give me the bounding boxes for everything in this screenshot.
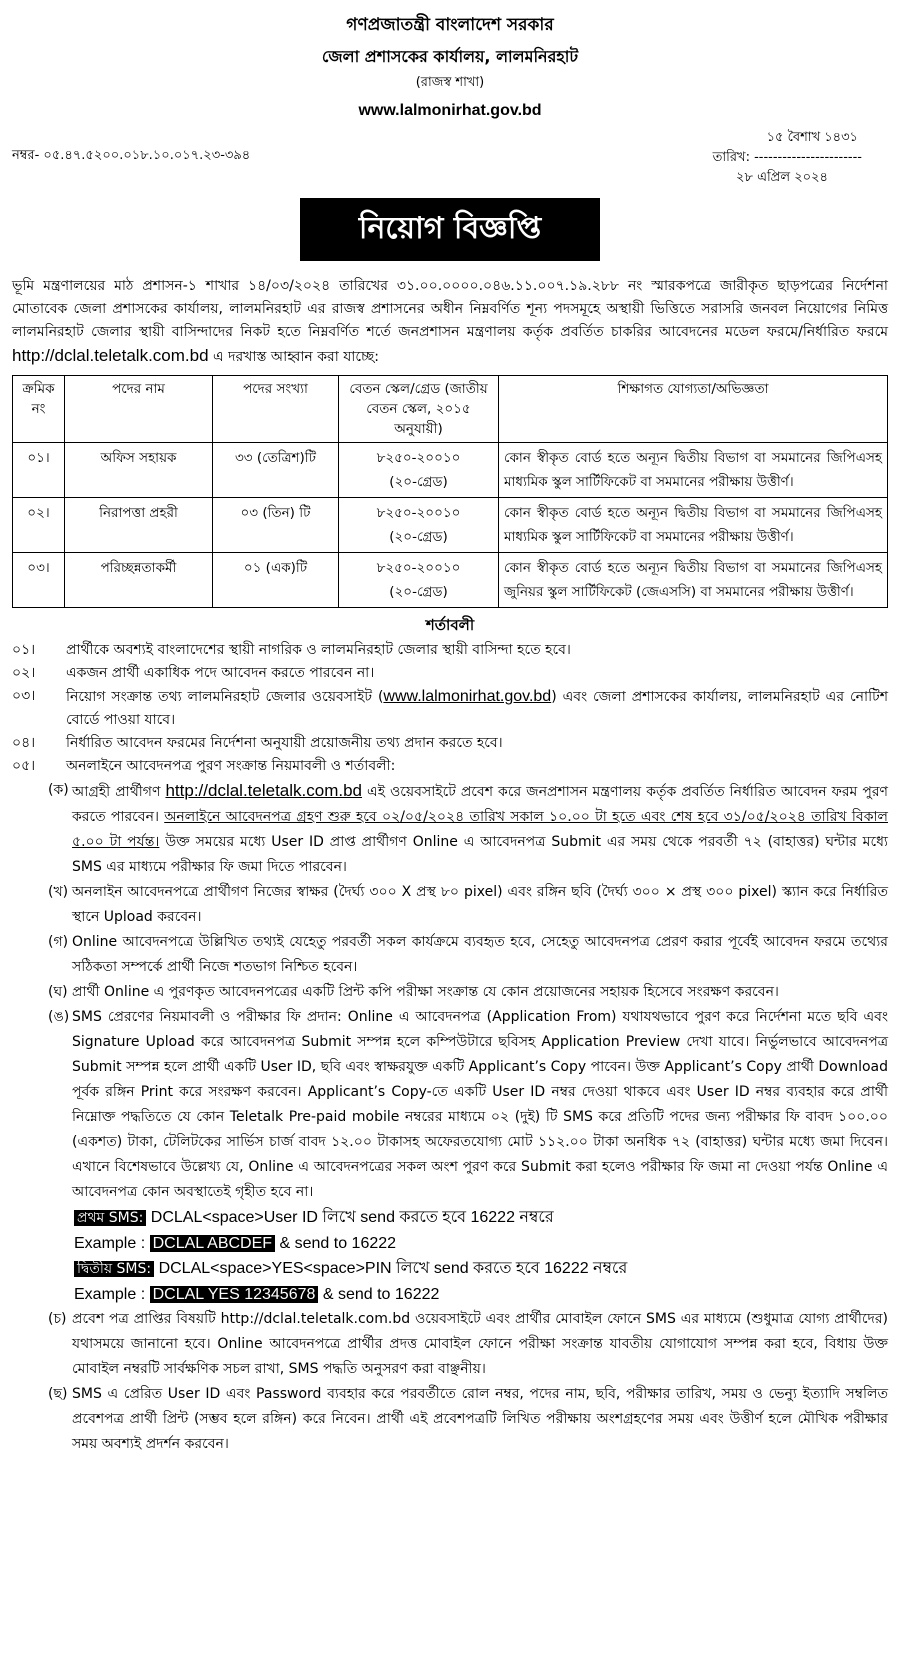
col-header-serial: ক্রমিক নং: [13, 376, 65, 443]
sub-label: (গ): [48, 934, 69, 950]
cell-count: ৩৩ (তেত্রিশ)টি: [213, 443, 339, 498]
table-header-row: [13, 376, 888, 443]
condition-text-post: ) এবং জেলা প্রশাসকের কার্যালয়, লালমনিরহাট এর নোটিশ বোর্ডে পাওয়া যাবে।: [66, 689, 889, 728]
scale-value: ৮২৫০-২০০১০: [376, 450, 461, 466]
notice-title: নিয়োগ বিজ্ঞপ্তি: [300, 198, 600, 261]
teletalk-url-link[interactable]: http://dclal.teletalk.com.bd: [165, 781, 363, 800]
sub-condition-umo: [48, 1005, 888, 1205]
memo-and-date: [12, 126, 888, 188]
condition-number: ০২।: [12, 665, 36, 681]
intro-text: ভূমি মন্ত্রণালয়ের মাঠ প্রশাসন-১ শাখার ১৪/০৩/২০২৪ তারিখের ৩১.০০.০০০০.০৪৬.১১.০০৭.১৯.২৮৮ নং স্মারকপত্রে জারীকৃত ছাড়পত্রের নির্দেশনা মোতাবেক জেলা প্রশাসকের কার্যালয়, লালমনিরহাট এর রাজস্ব প্রশাসনের অধীন নিম্নবর্ণিত শূন্য পদসমূহে অস্থায়ী ভিত্তিতে সরাসরি জনবল নিয়োগের নিমিত্ত লালমনিরহাট জেলার স্থায়ী বাসিন্দাদের নিকট হতে নিম্নবর্ণিত শর্তে জনপ্রশাসন মন্ত্রণালয় কর্তৃক প্রবর্তিত চাকরির আবেদনের মডেল ফরমে/নির্ধারিত ফরমে: [12, 278, 888, 340]
col-header-count: পদের সংখ্যা: [213, 376, 339, 443]
sub-condition-chha: [48, 1382, 888, 1457]
conditions-title: শর্তাবলী: [425, 616, 475, 634]
table-row: [13, 498, 888, 553]
sub-condition-ka: [48, 778, 888, 880]
cell-count: ০১ (এক)টি: [213, 553, 339, 608]
sub-condition-ga: [48, 930, 888, 980]
condition-item: [12, 639, 888, 662]
first-sms-line: [74, 1205, 888, 1231]
memo-number: নম্বর- ০৫.৪৭.৫২০০.০১৮.১০.০১৭.২৩-৩৯৪: [12, 148, 251, 163]
cell-post: পরিচ্ছন্নতাকর্মী: [65, 553, 213, 608]
cell-qualification: কোন স্বীকৃত বোর্ড হতে অন্যূন দ্বিতীয় বিভাগ বা সমমানের জিপিএসহ মাধ্যমিক স্কুল সার্টিফিকেট বা সমমানের পরীক্ষায় উত্তীর্ণ।: [499, 498, 888, 553]
first-sms-text: DCLAL<space>User ID লিখে send করতে হবে 16222 নম্বরে: [150, 1209, 554, 1226]
col-header-scale: বেতন স্কেল/গ্রেড (জাতীয় বেতন স্কেল, ২০১৫ অনুযায়ী): [339, 376, 499, 443]
date-english: ২৮ এপ্রিল ২০২৪: [736, 170, 828, 185]
condition-item: [12, 662, 888, 685]
table-row: [13, 443, 888, 498]
sub-text: প্রার্থী Online এ পুরণকৃত আবেদনপত্রের একটি প্রিন্ট কপি পরীক্ষা সংক্রান্ত যে কোন প্রয়োজনের সহায়ক হিসেবে সংরক্ষণ করবেন।: [72, 984, 779, 1000]
scale-value: ৮২৫০-২০০১০: [376, 505, 461, 521]
condition-text-pre: নিয়োগ সংক্রান্ত তথ্য লালমনিরহাট জেলার ওয়েবসাইট (: [66, 689, 384, 705]
condition-number: ০৫।: [12, 758, 36, 774]
cell-serial: ০১।: [13, 443, 65, 498]
condition-number: ০১।: [12, 642, 36, 658]
condition-item: [12, 755, 888, 778]
grade-value: (২০-গ্রেড): [389, 474, 448, 490]
second-sms-label: দ্বিতীয় SMS:: [74, 1261, 154, 1277]
letterhead: [12, 12, 888, 120]
intro-tail: এ দরখাস্ত আহ্বান করা যাচ্ছে:: [213, 349, 379, 365]
sub-label: (খ): [48, 884, 69, 900]
example-tail: & send to 16222: [322, 1286, 440, 1303]
condition-text: নির্ধারিত আবেদন ফরমের নির্দেশনা অনুযায়ী প্রয়োজনীয় তথ্য প্রদান করতে হবে।: [66, 735, 503, 751]
condition-item: [12, 685, 888, 732]
second-sms-example: [74, 1282, 888, 1307]
cell-serial: ০২।: [13, 498, 65, 553]
office-name: জেলা প্রশাসকের কার্যালয়, লালমনিরহাট: [321, 47, 579, 66]
condition-number: ০৪।: [12, 735, 36, 751]
vacancy-table: [12, 375, 888, 608]
example-label: Example :: [74, 1235, 146, 1252]
date-bangla: ১৫ বৈশাখ ১৪৩১: [766, 130, 858, 145]
scale-value: ৮২৫০-২০০১০: [376, 560, 461, 576]
second-sms-line: [74, 1256, 888, 1282]
branch-name: (রাজস্ব শাখা): [415, 75, 485, 90]
sub-text-a: আগ্রহী প্রার্থীগণ: [72, 784, 161, 800]
cell-count: ০৩ (তিন) টি: [213, 498, 339, 553]
condition-text: অনলাইনে আবেদনপত্র পুরণ সংক্রান্ত নিয়মাবলী ও শর্তাবলী:: [66, 758, 396, 774]
intro-paragraph: [12, 275, 888, 369]
cell-scale: [339, 443, 499, 498]
sub-text: অনলাইন আবেদনপত্রে প্রার্থীগণ নিজের স্বাক্ষর (দৈর্ঘ্য ৩০০ X প্রস্থ ৮০ pixel) এবং রঙ্গিন ছবি (দৈর্ঘ্য ৩০০ × প্রস্থ ৩০০ pixel) স্ক্যান করে নির্ধারিত স্থানে Upload করবেন।: [72, 884, 888, 925]
sub-condition-kha: [48, 880, 888, 930]
cell-scale: [339, 498, 499, 553]
condition-item: [12, 732, 888, 755]
first-sms-label: প্রথম SMS:: [74, 1210, 146, 1226]
cell-post: অফিস সহায়ক: [65, 443, 213, 498]
col-header-post: পদের নাম: [65, 376, 213, 443]
sub-label: (ছ): [48, 1386, 68, 1402]
second-sms-text: DCLAL<space>YES<space>PIN লিখে send করতে হবে 16222 নম্বরে: [158, 1260, 628, 1277]
sub-text-b: এই ওয়েবসাইটে প্রবেশ করে জনপ্রশাসন মন্ত্রণালয় কর্তৃক প্রবর্তিত নির্ধারিত আবেদন ফরম পুরণ করতে পারবেন।: [72, 784, 888, 825]
condition-text: একজন প্রার্থী একাধিক পদে আবেদন করতে পারবেন না।: [66, 665, 375, 681]
sub-text: প্রবেশ পত্র প্রাপ্তির বিষয়টি http://dclal.teletalk.com.bd ওয়েবসাইটে এবং প্রার্থীর মোবাইল ফোনে SMS এর মাধ্যমে (শুধুমাত্র যোগ্য প্রার্থীদের) যথাসময়ে জানানো হবে। Online আবেদনপত্রে প্রার্থীর প্রদত্ত মোবাইল ফোনে পরীক্ষা সংক্রান্ত যাবতীয় যোগাযোগ সম্পন্ন করা হবে, বিধায় উক্ত মোবাইল নম্বরটি সার্বক্ষণিক সচল রাখা, SMS পদ্ধতি অনুসরণ করা বাঞ্ছনীয়।: [72, 1311, 888, 1377]
sub-label: (চ): [48, 1311, 67, 1327]
government-name: গণপ্রজাতন্ত্রী বাংলাদেশ সরকার: [346, 15, 554, 35]
first-sms-example: [74, 1231, 888, 1256]
sub-text-c: উক্ত সময়ের মধ্যে User ID প্রাপ্ত প্রার্থীগণ Online এ আবেদনপত্র Submit এর সময় থেকে পরবর্তী ৭২ (বাহাত্তর) ঘন্টার মধ্যে SMS এর মাধ্যমে পরীক্ষার ফি জমা দিতে পারবেন।: [72, 834, 888, 875]
district-website-link[interactable]: www.lalmonirhat.gov.bd: [383, 688, 552, 705]
grade-value: (২০-গ্রেড): [389, 529, 448, 545]
cell-scale: [339, 553, 499, 608]
example-label: Example :: [74, 1286, 146, 1303]
sub-label: (ঙ): [48, 1009, 70, 1025]
example-tail: & send to 16222: [279, 1235, 397, 1252]
cell-serial: ০৩।: [13, 553, 65, 608]
sub-text: SMS এ প্রেরিত User ID এবং Password ব্যবহার করে পরবর্তীতে রোল নম্বর, পদের নাম, ছবি, পরীক্ষার তারিখ, সময় ও ভেন্যু ইত্যাদি সম্বলিত প্রবেশপত্র প্রার্থী প্রিন্ট (সম্ভব হলে রঙ্গিন) করে নিবেন। প্রার্থী এই প্রবেশপত্রটি লিখিত পরীক্ষায় অংশগ্রহণের সময় এবং উত্তীর্ণ হলে মৌখিক পরীক্ষার সময় অবশ্যই প্রদর্শন করবেন।: [72, 1386, 888, 1452]
sub-label: (ঘ): [48, 984, 68, 1000]
condition-text: [66, 685, 888, 732]
table-row: [13, 553, 888, 608]
sub-condition-cha: [48, 1307, 888, 1382]
cell-qualification: কোন স্বীকৃত বোর্ড হতে অন্যূন দ্বিতীয় বিভাগ বা সমমানের জিপিএসহ জুনিয়র স্কুল সার্টিফিকেট (জেএসসি) বা সমমানের পরীক্ষায় উত্তীর্ণ।: [499, 553, 888, 608]
condition-text: প্রার্থীকে অবশ্যই বাংলাদেশের স্থায়ী নাগরিক ও লালমনিরহাট জেলার স্থায়ী বাসিন্দা হতে হবে।: [66, 642, 571, 658]
website-link[interactable]: www.lalmonirhat.gov.bd: [358, 102, 542, 119]
application-window-text: অনলাইনে আবেদনপত্র গ্রহণ শুরু হবে ০২/০৫/২০২৪ তারিখ সকাল ১০.০০ টা হতে এবং শেষ হবে ৩১/০৫/২০২৪ তারিখ বিকাল ৫.০০ টা পর্যন্ত।: [72, 809, 888, 850]
date-label: তারিখ: -----------------------: [712, 150, 862, 165]
grade-value: (২০-গ্রেড): [389, 584, 448, 600]
sub-text: [72, 778, 888, 880]
cell-qualification: কোন স্বীকৃত বোর্ড হতে অন্যূন দ্বিতীয় বিভাগ বা সমমানের জিপিএসহ মাধ্যমিক স্কুল সার্টিফিকেট বা সমমানের পরীক্ষায় উত্তীর্ণ।: [499, 443, 888, 498]
sub-condition-gha: [48, 980, 888, 1005]
condition-number: ০৩।: [12, 688, 36, 704]
sub-label: (ক): [48, 782, 69, 798]
sub-text: SMS প্রেরণের নিয়মাবলী ও পরীক্ষার ফি প্রদান: Online এ আবেদনপত্র (Application From) যথাযথভাবে পুরণ করে নির্দেশনা মতে ছবি এবং Signature Upload করে আবেদনপত্র Submit সম্পন্ন হলে কম্পিউটারে ছবিসহ Application Preview দেখা যাবে। নির্ভুলভাবে আবেদনপত্র Submit সম্পন্ন হলে প্রার্থী একটি User ID, ছবি এবং স্বাক্ষরযুক্ত একটি Applicant’s Copy পাবেন। উক্ত Applicant’s Copy প্রার্থী Download পূর্বক রঙ্গিন Print করে সংরক্ষণ করবেন। Applicant’s Copy-তে একটি User ID নম্বর দেওয়া থাকবে এবং User ID নম্বর ব্যবহার করে প্রার্থী নিম্নোক্ত পদ্ধতিতে যে কোন Teletalk Pre-paid mobile নম্বরের মাধ্যমে ০২ (দুই) টি SMS করে প্রতিটি পদের জন্য পরীক্ষার ফি বাবদ ১০০.০০ (একশত) টাকা, টেলিটকের সার্ভিস চার্জ বাবদ ১২.০০ টাকাসহ অফেরতযোগ্য মোট ১১২.০০ টাকা অনধিক ৭২ (বাহাত্তর) ঘন্টার মধ্যে জমা দিবেন। এখানে বিশেষভাবে উল্লেখ্য যে, Online এ আবেদনপত্রের সকল অংশ পুরণ করে Submit করা হলেও পরীক্ষার ফি জমা না দেওয়া পর্যন্ত Online এ আবেদনপত্র কোন অবস্থাতেই গৃহীত হবে না।: [72, 1009, 889, 1200]
example-code: DCLAL ABCDEF: [150, 1235, 275, 1252]
cell-post: নিরাপত্তা প্রহরী: [65, 498, 213, 553]
apply-url-link[interactable]: http://dclal.teletalk.com.bd: [12, 346, 209, 365]
col-header-qualification: শিক্ষাগত যোগ্যতা/অভিজ্ঞতা: [499, 376, 888, 443]
sub-text: Online আবেদনপত্রে উল্লিখিত তথ্যই যেহেতু পরবর্তী সকল কার্যক্রমে ব্যবহৃত হবে, সেহেতু আবেদনপত্র প্রেরণ করার পূর্বেই আবেদন ফরমে তথ্যের সঠিকতা সম্পর্কে প্রার্থী নিজে শতভাগ নিশ্চিত হবেন।: [72, 934, 888, 975]
example-code: DCLAL YES 12345678: [150, 1286, 319, 1303]
